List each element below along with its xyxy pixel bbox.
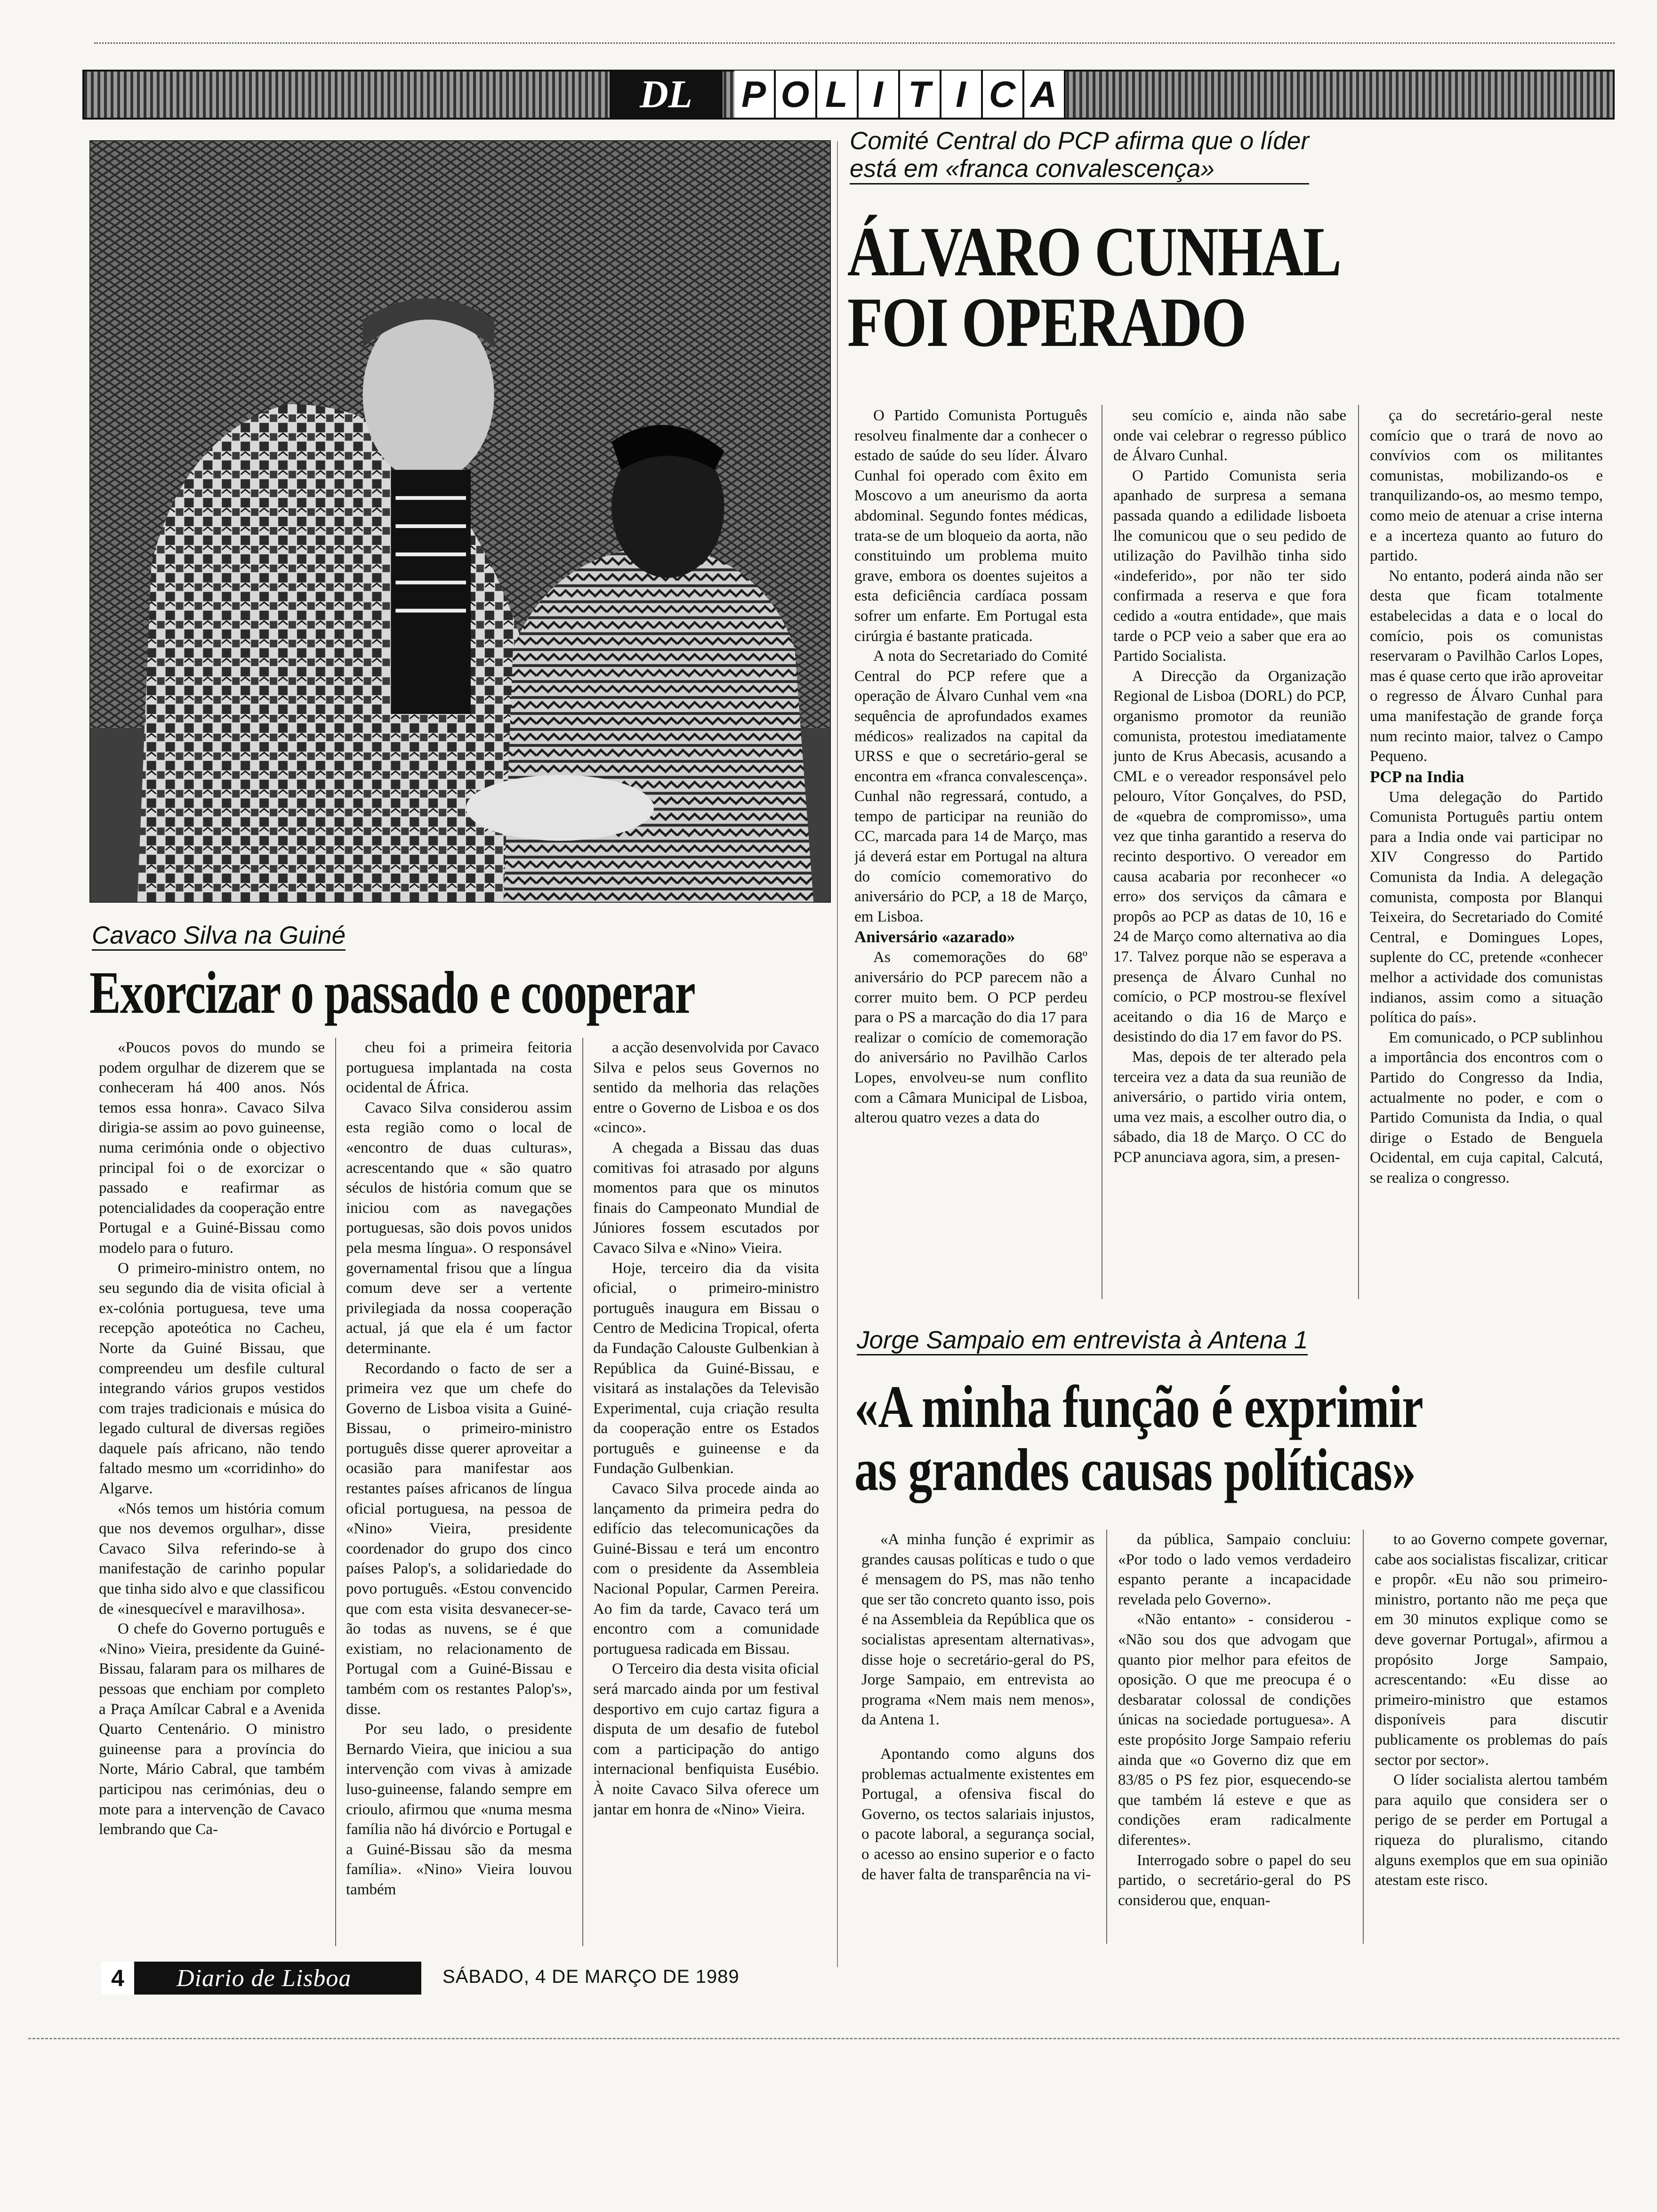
paragraph: «Não entanto» - considerou - «Não sou dos que advogam que quanto pior melhor para efeitos de oposição. O que me preocupa é o desbaratar colossal de condições únicas na sociedade portuguesa». A este propósito Jorge Sampaio referiu ainda que «o Governo diz que em 83/85 o PS fez pior, esquecendo-se que também lá esteve e que as condições eram radicalmente diferentes». <box>1118 1611 1351 1849</box>
paragraph: Mas, depois de ter alterado pela terceira vez a data da sua reunião de aniversário, o partido viria ontem, uma vez mais, a escolher outro dia, o sábado, dia 18 de Março. O CC do PCP anunciava agora, sim, a presen- <box>1113 1049 1346 1166</box>
paragraph: to ao Governo compete governar, cabe aos socialistas fiscalizar, criticar e propôr. «Eu não sou primeiro-ministro, portanto não me peça que em 30 minutos explique como se deve governar Portugal», afirmou a propósito Jorge Sampaio, acrescentando: «Eu disse ao primeiro-ministro que estamos disponíveis para discutir publicamente os problemas do país sector por sector». <box>1375 1531 1608 1769</box>
sampaio-column-2 <box>1118 1530 1351 1963</box>
paragraph: O primeiro-ministro ontem, no seu segundo dia de visita oficial à ex-colónia portuguesa, teve uma recepção apoteótica no Cacheu, Norte da Guiné Bissau, que compreendeu um desfile cultural integrando vários grupos vestidos com trajes tradicionais e música do legado cultural de diversas regiões daquele país africano, não tendo faltado mesmo um «corridinho» do Algarve. <box>99 1259 325 1498</box>
paragraph: «Nós temos um história comum que nos devemos orgulhar», disse Cavaco Silva referindo-se à manifestação de carinho popular que tinha sido alvo e que classificou de «inesquecível e maravilhosa». <box>99 1500 325 1618</box>
photo-illustration <box>90 141 830 902</box>
section-letter: A <box>1024 71 1066 118</box>
column-divider <box>1363 1530 1364 1944</box>
paragraph: «Poucos povos do mundo se podem orgulhar de dizerem que se conheceram há 400 anos. Nós temos essa honra». Cavaco Silva dirigia-se assim ao povo guineense, numa cerimónia onde o objectivo principal foi o de exorcizar o passado e reafirmar as potencialidades da cooperação entre Portugal e a Guiné-Bissau como modelo para o futuro. <box>99 1039 325 1257</box>
cavaco-column-2 <box>346 1038 572 1956</box>
paragraph: A nota do Secretariado do Comité Central do PCP refere que a operação de Álvaro Cunhal vem «na sequência de aprofundados exames médicos» realizados na capital da URSS e que o secretário-geral se encontra em «franca convalescença». Cunhal não regressará, contudo, a tempo de participar na reunião do CC, marcada para 14 de Março, mas já deverá estar em Portugal na altura do comício comemorativo do aniversário do PCP, a 18 de Março, em Lisboa. <box>854 648 1087 925</box>
paragraph: O chefe do Governo português e «Nino» Vieira, presidente da Guiné-Bissau, falaram para os milhares de pessoas que enchiam por completo a Praça Amílcar Cabral e a Avenida Quarto Centenário. O ministro guineense para a província do Norte, Mário Cabral, que também participou nas cerimónias, deu o mote para a intervenção de Cavaco lembrando que Ca- <box>99 1620 325 1838</box>
paragraph: Cavaco Silva considerou assim esta região como o local de «encontro de duas culturas», acrescentando que « são quatro séculos de história comum que se iniciou com as navegações portuguesas, são dois povos unidos pela mesma língua». O responsável governamental frisou que a língua comum deve ser a vertente privilegiada da nossa cooperação actual, já que ela é um factor determinante. <box>346 1099 572 1357</box>
paragraph: A Direcção da Organização Regional de Lisboa (DORL) do PCP, organismo promotor da reunião comunista, protestou imediatamente junto de Krus Abecasis, acusando a CML e o vereador responsável pelo pelouro, Vítor Gonçalves, do PSD, de «quebra de compromisso», uma vez que tinha garantido a reserva do recinto desportivo. O vereador em causa acabaria por reconhecer «o erro» dos serviços da câmara e propôs ao PCP as datas de 10, 16 e 24 de Março como alternativa ao dia 17. Talvez porque não se esperava a presença de Álvaro Cunhal no comício, o PCP mostrou-se flexível aceitando o dia 16 de Março e desistindo do dia 17 em favor do PS. <box>1113 667 1346 1046</box>
page-footer <box>101 1962 421 1995</box>
page-divider <box>837 141 838 1967</box>
cunhal-headline <box>847 213 1341 361</box>
paragraph: A chegada a Bissau das duas comitivas foi atrasado por alguns momentos para que os minutos finais do Campeonato Mundial de Júniores fossem escutados por Cavaco Silva e «Nino» Vieira. <box>593 1139 819 1257</box>
paragraph: Hoje, terceiro dia da visita oficial, o primeiro-ministro português inaugura em Bissau o Centro de Medicina Tropical, oferta da Fundação Calouste Gulbenkian à República da Guiné-Bissau, e visitará as instalações da Televisão Experimental, cuja criação resulta da cooperação entre os Estados português e guineense e da Fundação Gulbenkian. <box>593 1259 819 1477</box>
cunhal-column-2 <box>1113 406 1346 1333</box>
issue-date: SÁBADO, 4 DE MARÇO DE 1989 <box>442 1966 740 1987</box>
paragraph: cheu foi a primeira feitoria portuguesa implantada na costa ocidental de África. <box>346 1039 572 1097</box>
paragraph: O Partido Comunista Português resolveu finalmente dar a conhecer o estado de saúde do seu líder. Álvaro Cunhal foi operado com êxito em Moscovo a um aneurismo da aorta abdominal. Segundo fontes médicas, trata-se de um bloqueio da aorta, não constituindo um problema muito grave, embora os doentes sujeitos a esta deficiência cardíaca possam sofrer um enfarte. Em Portugal esta cirúrgia é bastante praticada. <box>854 407 1087 645</box>
paragraph: Recordando o facto de ser a primeira vez que um chefe do Governo de Lisboa visita a Guiné-Bissau, o primeiro-ministro português disse querer aproveitar a ocasião para manifestar aos restantes países africanos de língua oficial portuguesa, na pessoa de «Nino» Vieira, presidente coordenador do grupo dos cinco países Palop's, a solidariedade do povo português. «Estou convencido que com esta visita desvanecer-se-ão todas as nuvens, se é que existiam, no relacionamento de Portugal com a Guiné-Bissau e também com os restantes Palop's», disse. <box>346 1360 572 1718</box>
paragraph: No entanto, poderá ainda não ser desta que ficam totalmente estabelecidas a data e o local do comício, pois os comunistas reservaram o Pavilhão Carlos Lopes, mas é quase certo que irão aproveitar o regresso de Álvaro Cunhal para uma manifestação de grande força num recinto maior, talvez o Campo Pequeno. <box>1370 567 1603 765</box>
paragraph: seu comício e, ainda não sabe onde vai celebrar o regresso público de Álvaro Cunhal. <box>1113 407 1346 465</box>
paragraph: Interrogado sobre o papel do seu partido, o secretário-geral do PS considerou que, enquan- <box>1118 1851 1351 1909</box>
cunhal-kicker <box>850 127 1309 184</box>
paragraph: «A minha função é exprimir as grandes causas políticas e tudo o que é mensagem do PS, mas não tenho que ser tão concreto quanto isso, pois é na Assembleia da República que os socialistas apresentam alternativas», disse hoje o secretário-geral do PS, Jorge Sampaio, em entrevista ao programa «Nem mais nem menos», da Antena 1. <box>861 1531 1094 1729</box>
sampaio-headline <box>854 1373 1423 1503</box>
paragraph: Cavaco Silva procede ainda ao lançamento da primeira pedra do edifício das telecomunicações da Guiné-Bissau e terá um encontro com o presidente da Assembleia Nacional Popular, Carmen Pereira. Ao fim da tarde, Cavaco terá um encontro com a comunidade portuguesa radicada em Bissau. <box>593 1480 819 1658</box>
section-letter: C <box>983 71 1024 118</box>
column-divider <box>1358 405 1359 1299</box>
section-letter: L <box>817 71 859 118</box>
paragraph: Em comunicado, o PCP sublinhou a importância dos encontros com o Partido do Congresso da India, actualmente no poder, e com o Partido Comunista da India, o qual dirige o Estado de Benguela Ocidental, em cuja capital, Calcutá, se realiza o congresso. <box>1370 1029 1603 1186</box>
sampaio-column-3 <box>1375 1530 1608 1963</box>
paragraph: Uma delegação do Partido Comunista Português partiu ontem para a India onde vai participar no XIV Congresso do Partido Comunista da India. A delegação comunista, composta por Blanqui Teixeira, do Secretariado do Comité Central, e Domingues Lopes, suplente do CC, pretende «conhecer melhor a actividade dos comunistas indianos, assim como a situação política do país». <box>1370 788 1603 1026</box>
cunhal-column-3 <box>1370 406 1603 1333</box>
section-letter: O <box>776 71 817 118</box>
subheading: Aniversário «azarado» <box>854 928 1015 946</box>
kicker-line: está em «franca convalescença» <box>850 155 1215 183</box>
headline-line: as grandes causas políticas» <box>854 1436 1416 1503</box>
section-letter: P <box>734 71 776 118</box>
kicker-line: Comité Central do PCP afirma que o líder <box>850 127 1310 155</box>
paragraph: Por seu lado, o presidente Bernardo Vieira, que iniciou a sua intervenção com vivas à amizade luso-guineense, falando sempre em crioulo, afirmou que «numa mesma família não há divórcio e Portugal e a Guiné-Bissau são da mesma família». «Nino» Vieira louvou também <box>346 1721 572 1898</box>
subheading: PCP na India <box>1370 767 1464 786</box>
cavaco-column-1 <box>99 1038 325 1956</box>
newspaper-logo: DL <box>610 71 723 118</box>
sampaio-kicker: Jorge Sampaio em entrevista à Antena 1 <box>857 1326 1308 1355</box>
column-divider <box>582 1038 583 1946</box>
column-divider <box>1106 1530 1107 1944</box>
paragraph: O Terceiro dia desta visita oficial será marcado ainda por um festival desportivo em cujo cartaz figura a disputa de um desafio de futebol com a participação do antigo internacional benfiquista Eusébio. À noite Cavaco Silva oferece um jantar em honra de «Nino» Vieira. <box>593 1660 819 1818</box>
sampaio-column-1 <box>861 1530 1094 1963</box>
column-divider <box>335 1038 336 1946</box>
paragraph: O Partido Comunista seria apanhado de surpresa a semana passada quando a edilidade lisboeta lhe comunicou que o seu pedido de utilização do Pavilhão tinha sido «indeferido», por não ter sido confirmada a reserva e que fora cedido a «outra entidade», que mais tarde o PCP veio a saber que era ao Partido Socialista. <box>1113 467 1346 665</box>
paragraph: ça do secretário-geral neste comício que o trará de novo ao convívios com os militantes comunistas, mobilizando-os e tranquilizando-os, ao mesmo tempo, como meio de atenuar a crise interna e a incerteza quanto ao futuro do partido. <box>1370 407 1603 565</box>
headline-line: «A minha função é exprimir <box>854 1373 1423 1440</box>
headline-line: ÁLVARO CUNHAL <box>847 213 1341 291</box>
paragraph: da pública, Sampaio concluiu: «Por todo o lado vemos verdadeiro espanto perante a incapacidade revelada pelo Governo». <box>1118 1531 1351 1608</box>
section-letter: I <box>941 71 983 118</box>
cavaco-column-3 <box>593 1038 819 1956</box>
cavaco-kicker: Cavaco Silva na Guiné <box>92 922 346 951</box>
headline-line: FOI OPERADO <box>847 283 1246 361</box>
top-dotted-rule <box>94 42 1615 48</box>
page-number: 4 <box>101 1962 134 1995</box>
paragraph: Apontando como alguns dos problemas actualmente existentes em Portugal, a ofensiva fiscal do Governo, os tectos salariais injustos, o pacote laboral, a segurança social, o acesso ao ensino superior e o facto de haver falta de transparência na vi- <box>861 1745 1094 1883</box>
section-letter: I <box>859 71 900 118</box>
newspaper-name: Diario de Lisboa <box>177 1964 352 1992</box>
paragraph: O líder socialista alertou também para aquilo que considera ser o perigo de se perder em Portugal a riqueza do pluralismo, citando alguns exemplos que em sua opinião atestam este risco. <box>1375 1771 1608 1889</box>
paragraph: a acção desenvolvida por Cavaco Silva e pelos seus Governos no sentido da melhoria das relações entre o Governo de Lisboa e os dos «cinco». <box>593 1039 819 1137</box>
bottom-rule <box>28 2038 1619 2039</box>
paragraph: As comemorações do 68º aniversário do PCP parecem não a correr muito bem. O PCP perdeu para o PS a marcação do dia 17 para realizar o comício de comemoração do aniversário no Pavilhão Carlos Lopes, envolveu-se num conflito com a Câmara Municipal de Lisboa, alterou quatro vezes a data do <box>854 949 1087 1127</box>
cavaco-headline: Exorcizar o passado e cooperar <box>89 959 695 1026</box>
news-photo <box>89 140 831 903</box>
section-title <box>734 71 1066 118</box>
section-letter: T <box>900 71 941 118</box>
cunhal-column-1 <box>854 406 1087 1333</box>
